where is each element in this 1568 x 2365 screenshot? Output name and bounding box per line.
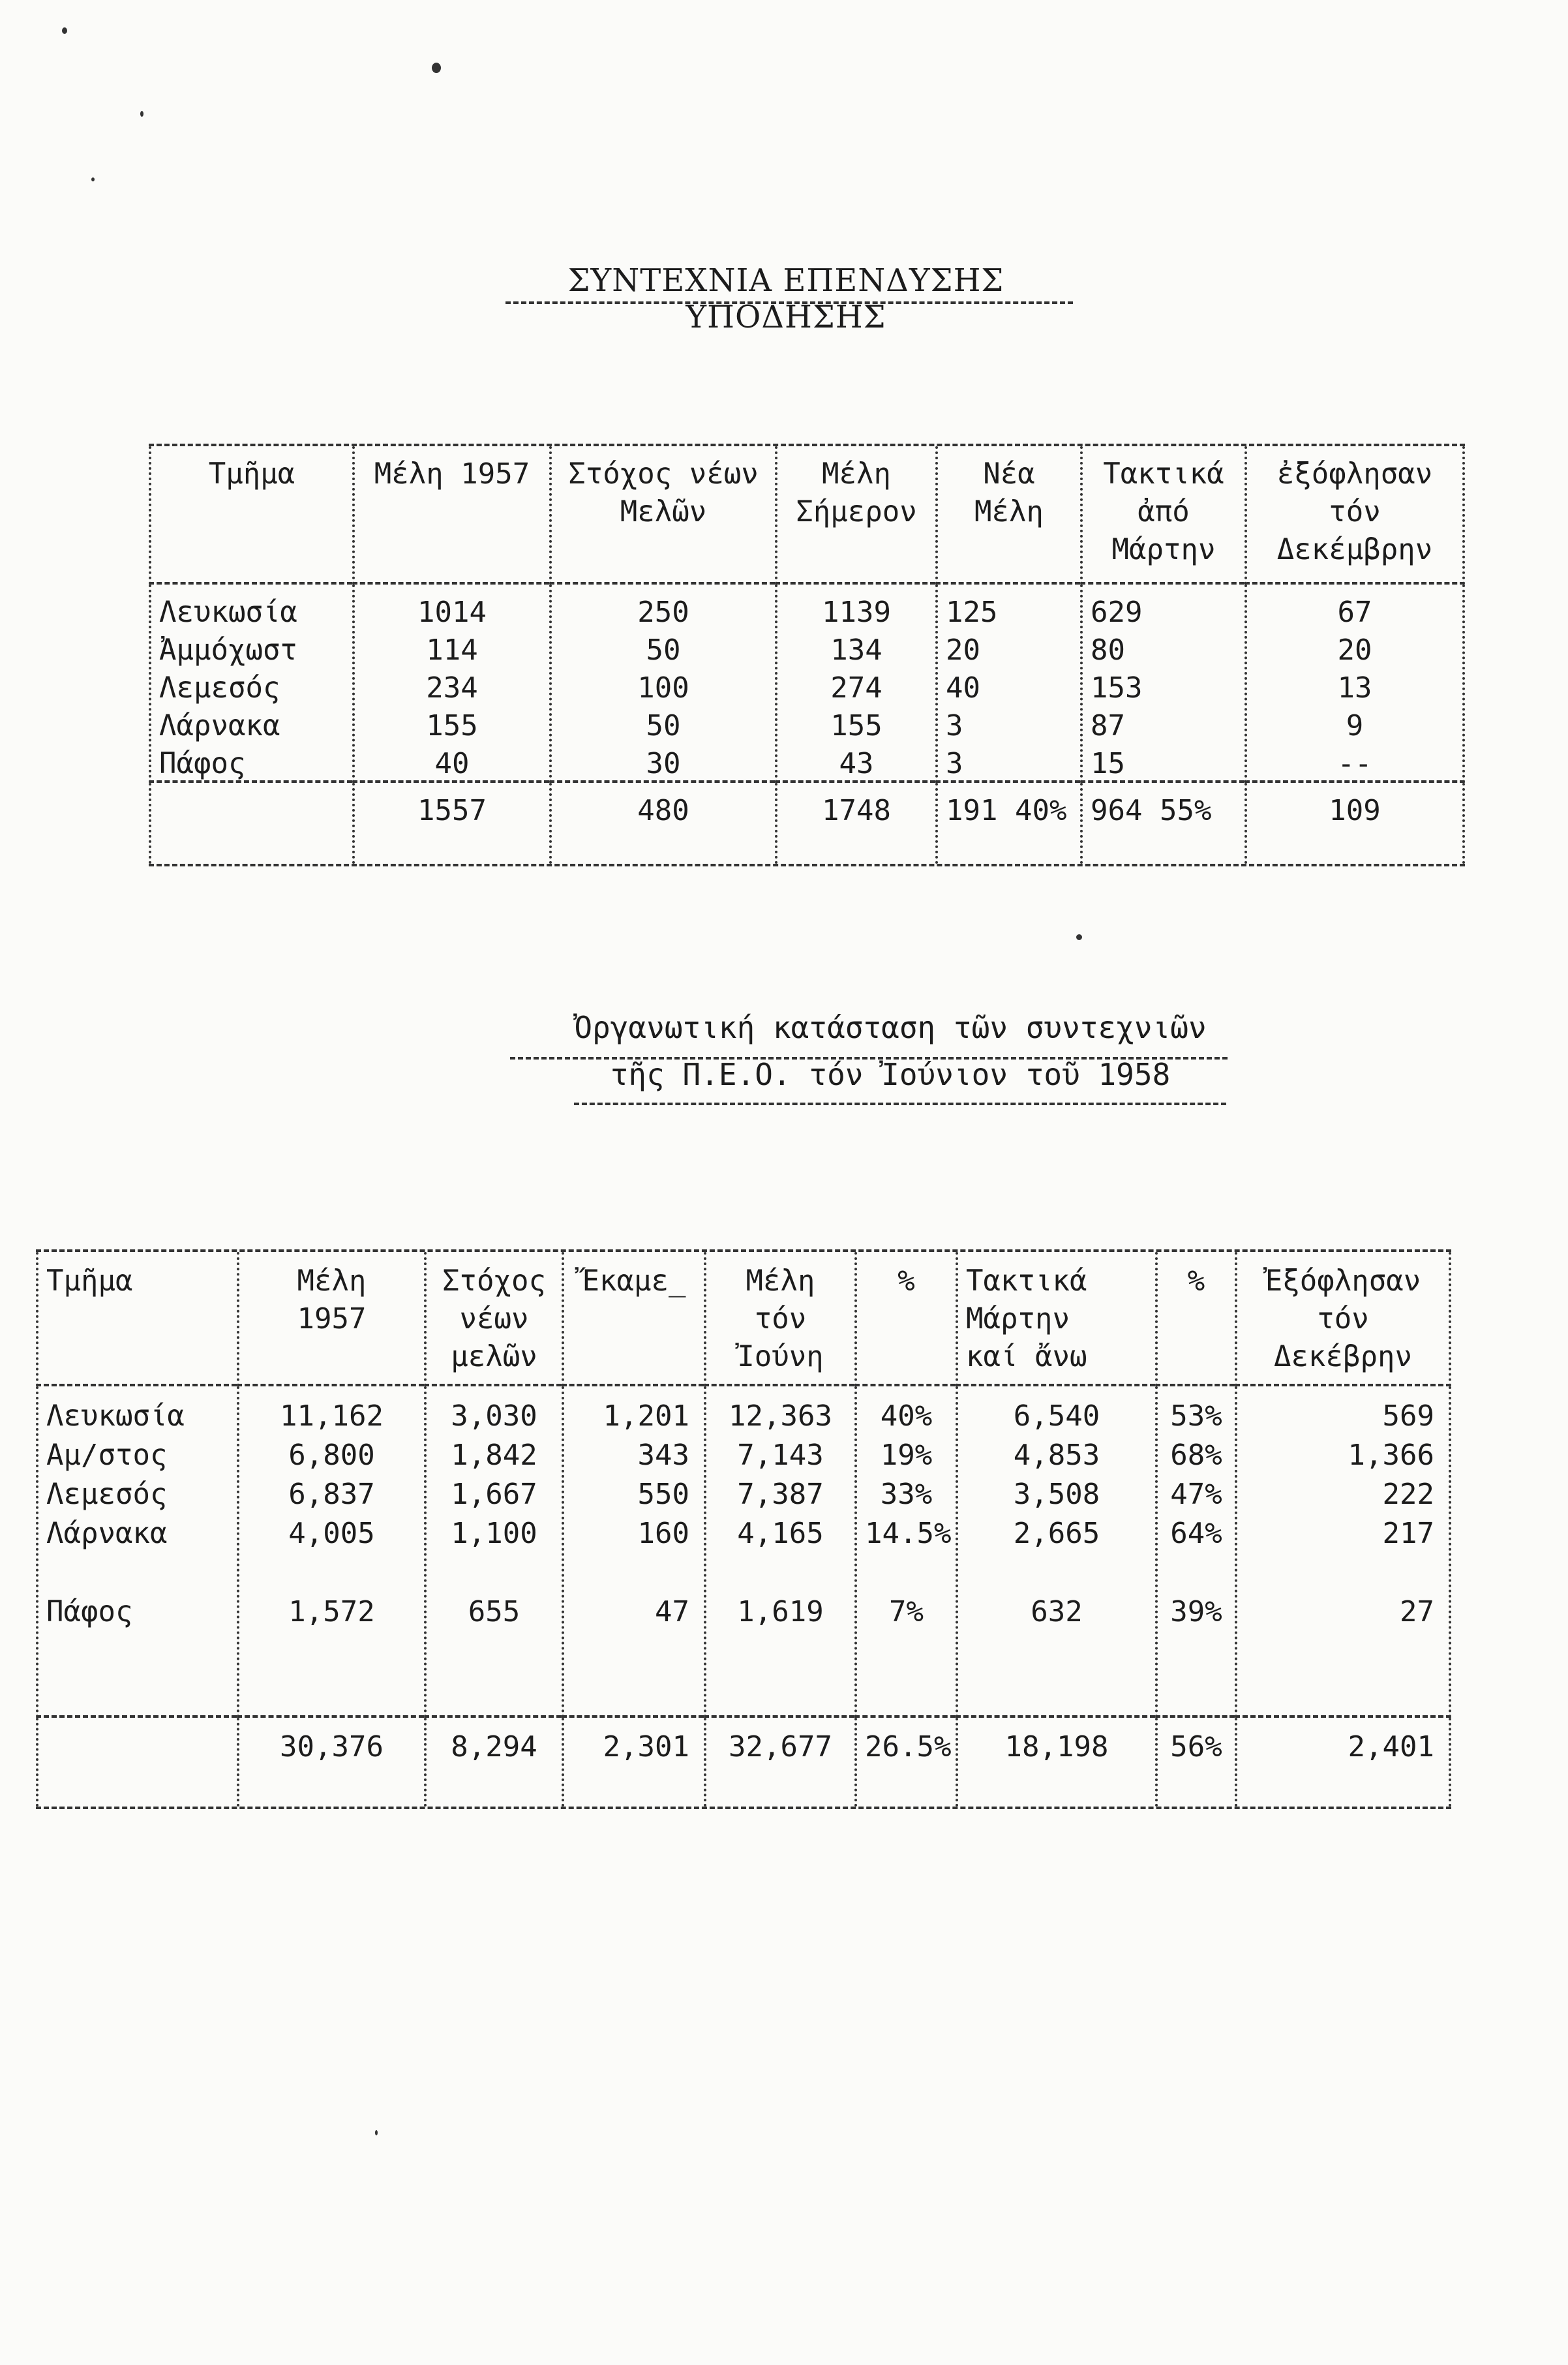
table1-title-underline xyxy=(505,301,1073,304)
t1-total-label xyxy=(149,783,352,864)
t1-header-nea-meli: Νέα Μέλη xyxy=(935,446,1080,585)
t1-total-meli-1957: 1557 xyxy=(352,783,549,864)
t2-total-ekame: 2,301 xyxy=(562,1718,704,1807)
t2-col-meli-1957: 11,162 6,800 6,837 4,005 1,572 xyxy=(237,1386,424,1718)
membership-table-1 xyxy=(149,444,1465,866)
t1-header-exoflisan: ἐξόφλησαν τόν Δεκέμβρην xyxy=(1244,446,1465,585)
t2-header-stoxos: Στόχος νέων μελῶν xyxy=(424,1252,562,1386)
table2-title-line2: τῆς Π.Ε.Ο. τόν Ἰούνιον τοῦ 1958 xyxy=(610,1057,1171,1092)
t2-total-meli-iouni: 32,677 xyxy=(704,1718,854,1807)
t2-col-tmima: Λευκωσία Αμ/στος Λεμεσός Λάρνακα Πάφος xyxy=(36,1386,237,1718)
t1-col-tmima: Λευκωσία Ἀμμόχωστ Λεμεσός Λάρνακα Πάφος xyxy=(149,585,352,783)
t2-total-pct1: 26.5% xyxy=(854,1718,956,1807)
t2-total-stoxos: 8,294 xyxy=(424,1718,562,1807)
t2-header-pct1: % xyxy=(854,1252,956,1386)
t2-header-exoflisan: Ἐξόφλησαν τόν Δεκέβρην xyxy=(1235,1252,1451,1386)
t2-col-ekame: 1,201 343 550 160 47 xyxy=(562,1386,704,1718)
t2-col-stoxos: 3,030 1,842 1,667 1,100 655 xyxy=(424,1386,562,1718)
t2-col-exoflisan: 569 1,366 222 217 27 xyxy=(1235,1386,1451,1718)
table2-title-underline-2 xyxy=(574,1103,1226,1105)
scan-speck xyxy=(1076,934,1082,940)
t1-col-meli-1957: 1014 114 234 155 40 xyxy=(352,585,549,783)
t2-header-meli-1957: Μέλη 1957 xyxy=(237,1252,424,1386)
scan-speck xyxy=(62,27,67,34)
t2-col-pct2: 53% 68% 47% 64% 39% xyxy=(1155,1386,1235,1718)
t2-header-tmima: Τμῆμα xyxy=(36,1252,237,1386)
t1-header-meli-simeron: Μέλη Σήμερον xyxy=(775,446,935,585)
t1-col-exoflisan: 67 20 13 9 -- xyxy=(1244,585,1465,783)
t2-col-taktika: 6,540 4,853 3,508 2,665 632 xyxy=(956,1386,1155,1718)
t2-total-meli-1957: 30,376 xyxy=(237,1718,424,1807)
t1-total-taktika: 964 55% xyxy=(1080,783,1244,864)
t1-header-stoxos: Στόχος νέων Μελῶν xyxy=(549,446,775,585)
t1-col-stoxos: 250 50 100 50 30 xyxy=(549,585,775,783)
membership-table-2 xyxy=(36,1249,1451,1809)
t2-total-label xyxy=(36,1718,237,1807)
t2-col-pct1: 40% 19% 33% 14.5% 7% xyxy=(854,1386,956,1718)
table1-title: ΣΥΝΤΕΧΝΙΑ ΕΠΕΝΔΥΣΗΣ ΥΠΟΔΗΣΗΣ xyxy=(567,262,1004,335)
scan-speck xyxy=(432,63,441,73)
t2-col-meli-iouni: 12,363 7,143 7,387 4,165 1,619 xyxy=(704,1386,854,1718)
t1-total-meli-simeron: 1748 xyxy=(775,783,935,864)
t2-total-exoflisan: 2,401 xyxy=(1235,1718,1451,1807)
t1-col-taktika: 629 80 153 87 15 xyxy=(1080,585,1244,783)
t1-col-meli-simeron: 1139 134 274 155 43 xyxy=(775,585,935,783)
t1-total-exoflisan: 109 xyxy=(1244,783,1465,864)
t1-header-tmima: Τμῆμα xyxy=(149,446,352,585)
t1-col-nea-meli: 125 20 40 3 3 xyxy=(935,585,1080,783)
t2-total-taktika: 18,198 xyxy=(956,1718,1155,1807)
scan-speck xyxy=(91,177,95,181)
t2-header-ekame: Ἔκαμε_ xyxy=(562,1252,704,1386)
t2-header-meli-iouni: Μέλη τόν Ἰούνη xyxy=(704,1252,854,1386)
table2-title-line1: Ὀργανωτική κατάσταση τῶν συντεχνιῶν xyxy=(574,1010,1207,1045)
t2-total-pct2: 56% xyxy=(1155,1718,1235,1807)
t1-header-meli-1957: Μέλη 1957 xyxy=(352,446,549,585)
t1-total-nea-meli: 191 40% xyxy=(935,783,1080,864)
scan-speck xyxy=(375,2130,378,2135)
t2-header-taktika: Τακτικά Μάρτην καί ἄνω xyxy=(956,1252,1155,1386)
t1-header-taktika: Τακτικά ἀπό Μάρτην xyxy=(1080,446,1244,585)
t2-header-pct2: % xyxy=(1155,1252,1235,1386)
t1-total-stoxos: 480 xyxy=(549,783,775,864)
scan-speck xyxy=(140,111,143,117)
